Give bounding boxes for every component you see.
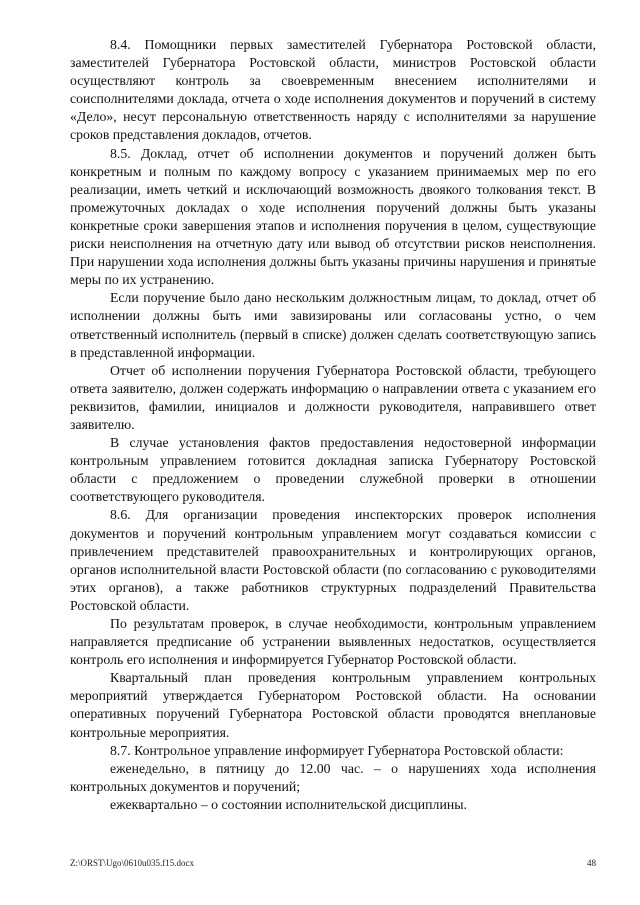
paragraph-applicant-response: Отчет об исполнении поручения Губернатора Ростовской области, требующего ответа заявителю, должен содержать информацию о направлении ответа с указанием его реквизитов, фамилии, инициалов и должности руководителя, направившего ответ заявителю. bbox=[70, 362, 596, 432]
paragraph-8-5: 8.5. Доклад, отчет об исполнении документов и поручений должен быть конкретным и полным по каждому вопросу с указанием принимаемых мер по его реализации, иметь четкий и исключающий возможность двоякого толкования текст. В промежуточных докладах о ходе исполнения поручений должны быть указаны конкретные сроки завершения этапов и исполнения поручения в целом, существующие риски неисполнения на отчетную дату или вывод об отсутствии рисков неисполнения. При нарушении хода исполнения должны быть указаны причины нарушения и принятые меры по их устранению. bbox=[70, 145, 596, 288]
paragraph-weekly-report: еженедельно, в пятницу до 12.00 час. – о нарушениях хода исполнения контрольных документов и поручений; bbox=[70, 760, 596, 794]
paragraph-inspection-results: По результатам проверок, в случае необходимости, контрольным управлением направляется предписание об устранении выявленных недостатков, осуществляется контроль его исполнения и информируется Губернатор Ростовской области. bbox=[70, 616, 596, 668]
paragraph-multiple-executors: Если поручение было дано нескольким должностным лицам, то доклад, отчет об исполнении должны быть ими завизированы или согласованы устно, о чем ответственный исполнитель (первый в списке) должен сделать соответствующую запись в представленной информации. bbox=[70, 290, 596, 360]
paragraph-quarterly-plan: Квартальный план проведения контрольным управлением контрольных мероприятий утверждается Губернатором Ростовской области. На основании оперативных поручений Губернатора Ростовской области проводятся внеплановые контрольные мероприятия. bbox=[70, 670, 596, 740]
page-number: 48 bbox=[587, 858, 596, 868]
paragraph-8-7: 8.7. Контрольное управление информирует Губернатора Ростовской области: bbox=[110, 742, 564, 758]
document-body bbox=[70, 36, 596, 814]
paragraph-8-6: 8.6. Для организации проведения инспекторских проверок исполнения документов и поручений контрольным управлением могут создаваться комиссии с привлечением представителей правоохранительных и контролирующих органов, органов исполнительной власти Ростовской области (по согласованию с руководителями этих органов), а также работников структурных подразделений Правительства Ростовской области. bbox=[70, 507, 596, 613]
footer-file-path: Z:\ORST\Ugo\0610u035.f15.docx bbox=[70, 858, 194, 868]
paragraph-false-information: В случае установления фактов предоставления недостоверной информации контрольным управлением готовится докладная записка Губернатору Ростовской области с предложением о проведении служебной проверки в отношении соответствующего руководителя. bbox=[70, 435, 596, 505]
paragraph-8-4: 8.4. Помощники первых заместителей Губернатора Ростовской области, заместителей Губернатора Ростовской области, министров Ростовской области осуществляют контроль за своевременным внесением исполнителями и соисполнителями доклада, отчета о ходе исполнения документов и поручений в систему «Дело», несут персональную ответственность наряду с исполнителями за нарушение сроков представления докладов, отчетов. bbox=[70, 37, 596, 143]
paragraph-quarterly-report: ежеквартально – о состоянии исполнительской дисциплины. bbox=[110, 796, 467, 812]
